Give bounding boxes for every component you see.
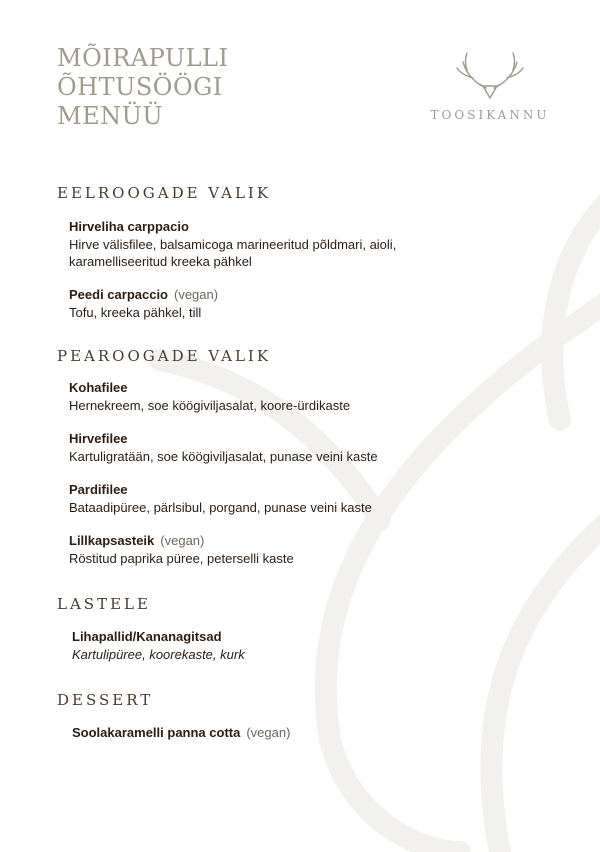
section-heading-mains: PEAROOGADE VALIK: [57, 347, 272, 365]
section-heading-kids: LASTELE: [57, 595, 151, 613]
item-description: Hirve välisfilee, balsamicoga marineeritud põldmari, aioli, karamelliseeritud kreeka pähkel: [69, 237, 397, 269]
menu-item: [72, 724, 290, 741]
item-description: Hernekreem, soe köögiviljasalat, koore-ürdikaste: [69, 398, 351, 413]
vegan-tag: (vegan): [174, 287, 219, 302]
title-line-1: MÕIRAPULLI: [57, 44, 229, 72]
section-heading-starters: EELROOGADE VALIK: [57, 184, 272, 202]
item-description: Tofu, kreeka pähkel, till: [69, 305, 202, 320]
menu-item: [69, 218, 469, 270]
item-description: Bataadipüree, pärlsibul, porgand, punase veini kaste: [69, 500, 372, 515]
menu-item: [69, 532, 469, 567]
brand-name: TOOSIKANNU: [430, 108, 550, 122]
vegan-tag: (vegan): [160, 533, 205, 548]
item-name: Hirvefilee: [69, 431, 128, 446]
menu-item: [69, 481, 469, 516]
menu-item: [72, 628, 472, 663]
item-name: Lillkapsasteik (vegan): [69, 533, 205, 548]
item-name: Pardifilee: [69, 482, 128, 497]
menu-item: [69, 430, 469, 465]
item-description: Röstitud paprika püree, peterselli kaste: [69, 551, 294, 566]
item-name: Hirveliha carppacio: [69, 219, 189, 234]
section-heading-dessert: DESSERT: [57, 691, 154, 709]
item-description: Kartuligratään, soe köögiviljasalat, punase veini kaste: [69, 449, 378, 464]
item-name: Lihapallid/Kananagitsad: [72, 629, 222, 644]
menu-item: [69, 286, 469, 321]
brand-logo: [420, 50, 560, 122]
menu-item: [69, 379, 469, 414]
item-name: Peedi carpaccio (vegan): [69, 287, 219, 302]
vegan-tag: (vegan): [246, 725, 291, 740]
deer-antler-icon: [455, 50, 525, 102]
title-line-3: MENÜÜ: [57, 102, 164, 130]
title-line-2: ÕHTUSÖÖGI: [57, 73, 223, 101]
menu-title: [57, 44, 228, 131]
item-name: Soolakaramelli panna cotta (vegan): [72, 725, 291, 740]
item-description: Kartulipüree, koorekaste, kurk: [72, 647, 245, 662]
item-name: Kohafilee: [69, 380, 128, 395]
